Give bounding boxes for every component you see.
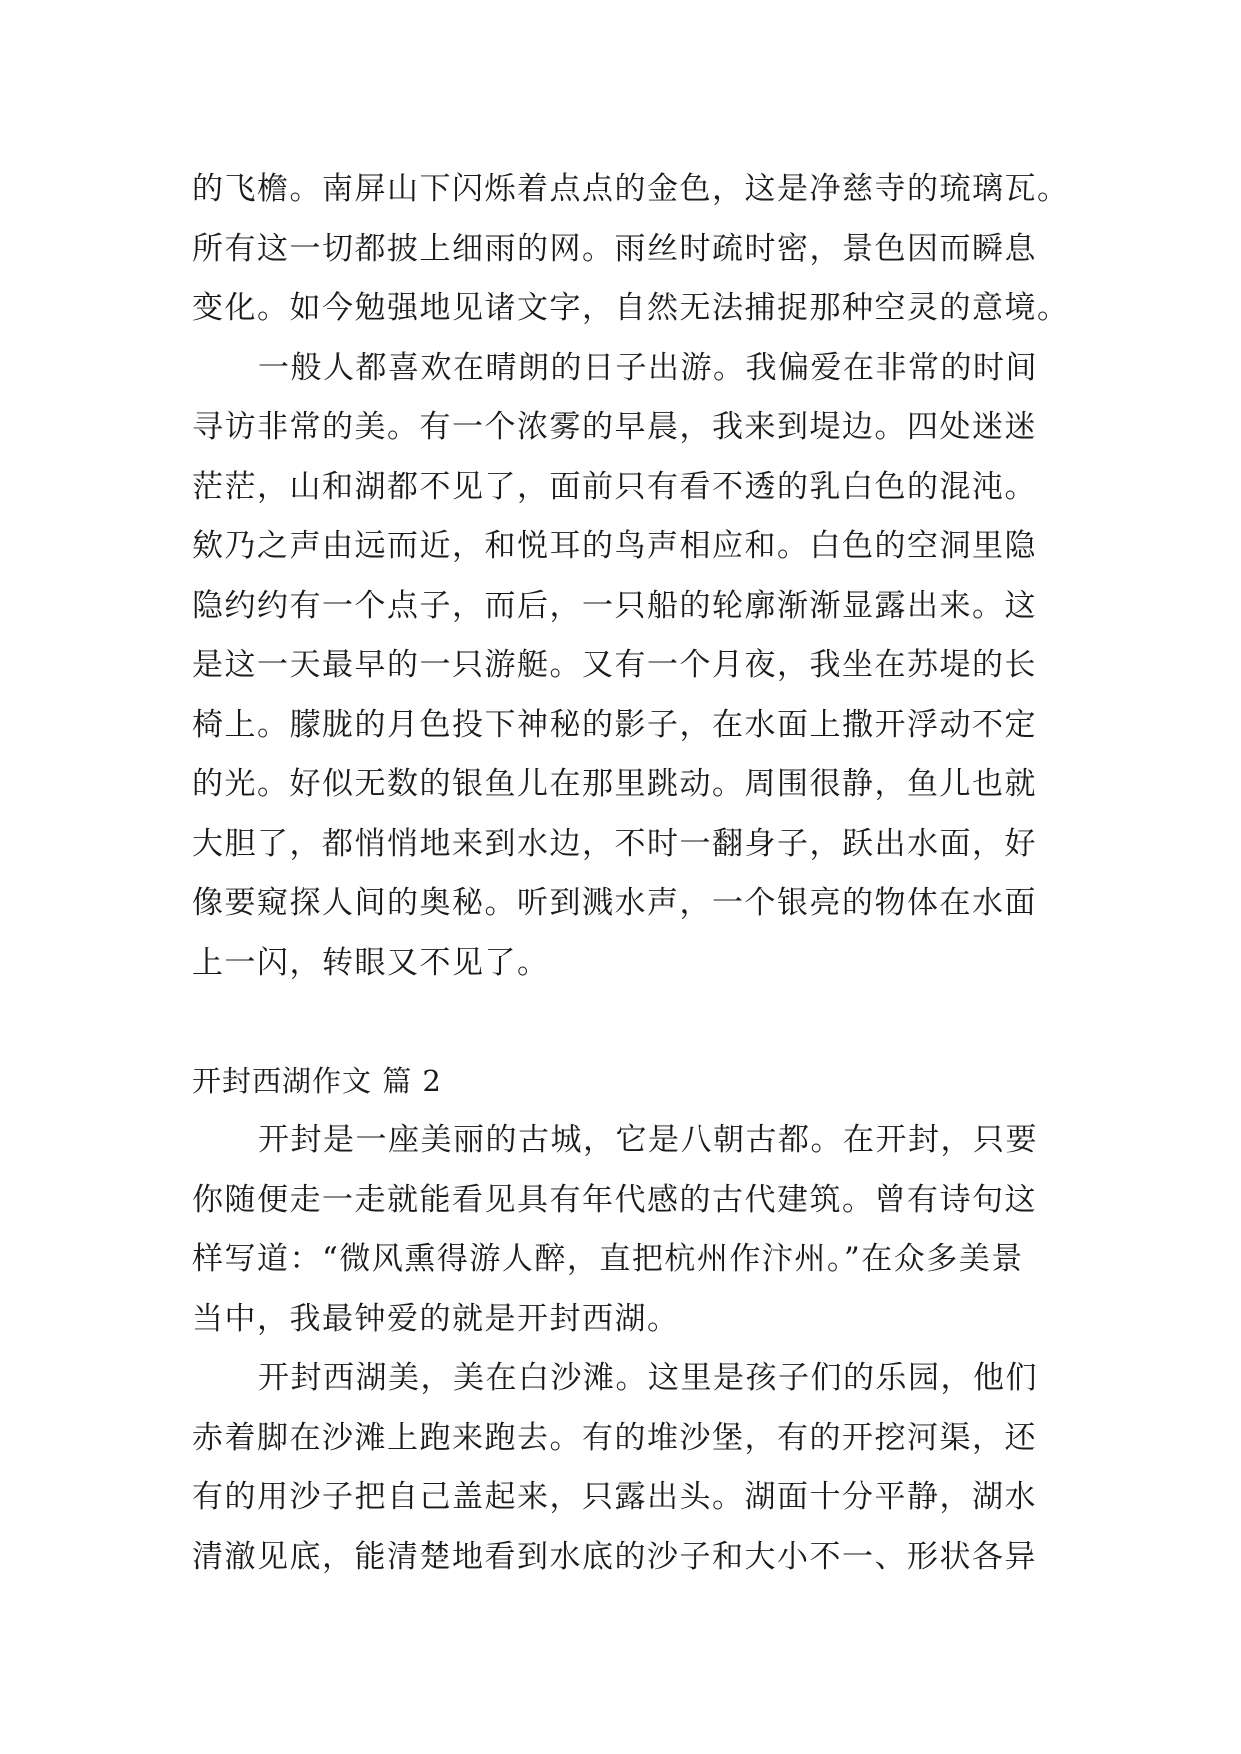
text-line: 上一闪，转眼又不见了。 (192, 944, 550, 981)
text-line: 的光。好似无数的银鱼儿在那里跳动。周围很静，鱼儿也就 (192, 766, 1037, 802)
text-line: 有的用沙子把自己盖起来，只露出头。湖面十分平静，湖水 (192, 1479, 1037, 1515)
text-line: 隐约约有一个点子，而后，一只船的轮廓渐渐显露出来。这 (192, 587, 1037, 624)
text-line: 当中，我最钟爱的就是开封西湖。 (192, 1300, 680, 1337)
text-line: 寻访非常的美。有一个浓雾的早晨，我来到堤边。四处迷迷 (192, 409, 1037, 445)
paragraph (192, 339, 1072, 994)
text-line: 的飞檐。南屏山下闪烁着点点的金色，这是净慈寺的琉璃瓦。 (192, 171, 1070, 207)
text-line: 是这一天最早的一只游艇。又有一个月夜，我坐在苏堤的长 (192, 647, 1037, 683)
section-spacer (192, 993, 1072, 1052)
text-line: 所有这一切都披上细雨的网。雨丝时疏时密，景色因而瞬息 (192, 230, 1037, 267)
text-line: 开封是一座美丽的古城，它是八朝古都。在开封，只要 (258, 1122, 1038, 1158)
section-heading: 开封西湖作文 篇 2 (192, 1064, 442, 1098)
text-line: 茫茫，山和湖都不见了，面前只有看不透的乳白色的混沌。 (192, 468, 1037, 505)
text-line: 赤着脚在沙滩上跑来跑去。有的堆沙堡，有的开挖河渠，还 (192, 1419, 1037, 1456)
paragraph (192, 1111, 1072, 1349)
text-line: 变化。如今勉强地见诸文字，自然无法捕捉那种空灵的意境。 (192, 290, 1070, 326)
text-line: 欸乃之声由远而近，和悦耳的鸟声相应和。白色的空洞里隐 (192, 528, 1037, 564)
text-line: 清澈见底，能清楚地看到水底的沙子和大小不一、形状各异 (192, 1538, 1037, 1575)
paragraph-continued (192, 160, 1072, 339)
text-line: 你随便走一走就能看见具有年代感的古代建筑。曾有诗句这 (192, 1181, 1037, 1218)
paragraph (192, 1349, 1072, 1587)
text-line: 开封西湖美，美在白沙滩。这里是孩子们的乐园，他们 (258, 1360, 1038, 1396)
text-line: 样写道：“微风熏得游人醉，直把杭州作汴州。”在众多美景 (192, 1241, 1024, 1277)
text-line: 一般人都喜欢在晴朗的日子出游。我偏爱在非常的时间 (258, 349, 1038, 386)
text-line: 大胆了，都悄悄地来到水边，不时一翻身子，跃出水面，好 (192, 825, 1037, 862)
text-line: 像要窥探人间的奥秘。听到溅水声，一个银亮的物体在水面 (192, 885, 1037, 921)
text-line: 椅上。朦胧的月色投下神秘的影子，在水面上撒开浮动不定 (192, 706, 1037, 743)
document-page (192, 160, 1072, 1587)
